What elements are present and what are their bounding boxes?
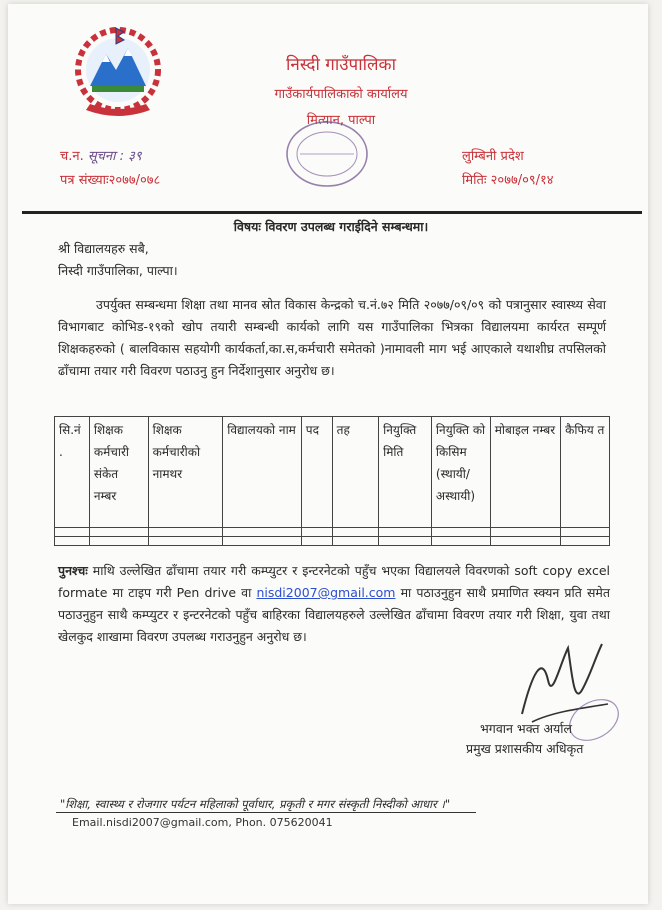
letter-date: मितिः २०७७/०९/१४ <box>462 173 554 188</box>
table-header-cell: मोबाइल नम्बर <box>490 417 560 528</box>
subject-line: विषयः विवरण उपलब्ध गराईदिने सम्बन्धमा। <box>233 219 429 234</box>
postscript-text-2: मा पठाउनुहुन साथै प्रमाणित स्क्यन प्रति समेत पठाउनुहुन साथै कम्प्युटर र इन्टरनेटको पहुँच बाहिरका विद्यालयहरुले उल्लेखित ढाँचामा विवरण तयार गरी शिक्षा, युवा तथा खेलकुद शाखामा विवरण उपलब्ध गराउनुहुन अनुरोध छ। <box>58 585 610 644</box>
table-row <box>55 528 610 537</box>
cha-na-value: सूचना : ३९ <box>87 149 142 164</box>
details-table <box>54 416 610 546</box>
org-name: निस्दी गाउँपालिका <box>285 55 397 75</box>
table-header-cell: विद्यालयको नाम <box>223 417 302 528</box>
email-link[interactable]: nisdi2007@gmail.com <box>256 585 396 600</box>
table-header-cell: शिक्षक कर्मचारी संकेत नम्बर <box>89 417 148 528</box>
signatory-title: प्रमुख प्रशासकीय अधिकृत <box>466 741 584 756</box>
body-paragraph <box>58 294 606 382</box>
table-header-cell: कैफिय त <box>561 417 610 528</box>
table-header-cell: पद <box>301 417 332 528</box>
table-header-row <box>55 417 610 528</box>
office-name: गाउँकार्यपालिकाको कार्यालय <box>274 87 408 102</box>
recipient-line-1: श्री विद्यालयहरु सबै, <box>58 241 149 256</box>
header-divider <box>22 211 642 214</box>
office-stamp-icon <box>282 116 372 192</box>
footer-slogan: "शिक्षा, स्वास्थ्य र रोजगार पर्यटन महिलाको पूर्वाधार, प्रकृती र मगर संस्कृती निस्दीको आधार ।" <box>60 797 451 811</box>
recipient-line-2: निस्दी गाउँपालिका, पाल्पा। <box>58 263 178 278</box>
patra-sankhya: पत्र संख्याः२०७७/०७८ <box>60 173 161 188</box>
table-header-cell: सि.नं . <box>55 417 90 528</box>
table-header-cell: शिक्षक कर्मचारीको नामथर <box>148 417 223 528</box>
body-paragraph-text: उपर्युक्त सम्बन्धमा शिक्षा तथा मानव स्रोत विकास केन्द्रको च.नं.७२ मिति २०७७/०९/०९ को पत्रानुसार स्वास्थ्य सेवा विभागबाट कोभिड-१९को खोप तयारी सम्बन्धी कार्यको लागि यस गाउँपालिका भित्रका विद्यालयमा कार्यरत सम्पूर्ण शिक्षकहरुको ( बालविकास सहयोगी कार्यकर्ता,का.स,कर्मचारी समेतको )नामावली माग भई आएकाले यथाशीघ्र तपसिलको ढाँचामा तयार गरी विवरण पठाउनु हुन निर्देशानुसार अनुरोध छ। <box>58 297 606 378</box>
office-address: मित्यान, पाल्पा <box>306 113 376 128</box>
footer-divider <box>56 812 476 813</box>
postscript-lead: पुनश्चः <box>58 563 88 578</box>
postscript-text-1: माथि उल्लेखित ढाँचामा तयार गरी कम्प्युटर र इन्टरनेटको पहुँच भएका विद्यालयले विवरणको soft copy excel formate मा टाइप गरी Pen drive वा <box>58 563 610 600</box>
cha-na-label: च.न. <box>60 149 84 164</box>
table-row <box>55 537 610 546</box>
province: लुम्बिनी प्रदेश <box>462 149 524 164</box>
table-header-cell: नियुक्ति मिति <box>379 417 432 528</box>
table-header-cell: तह <box>332 417 379 528</box>
footer-contact: Email.nisdi2007@gmail.com, Phon. 075620041 <box>72 816 333 829</box>
reference-cha-na <box>60 146 142 164</box>
signatory-name: भगवान भक्त अर्याल <box>480 721 573 736</box>
table-header-cell: नियुक्ति को किसिम (स्थायी/ अस्थायी) <box>431 417 490 528</box>
